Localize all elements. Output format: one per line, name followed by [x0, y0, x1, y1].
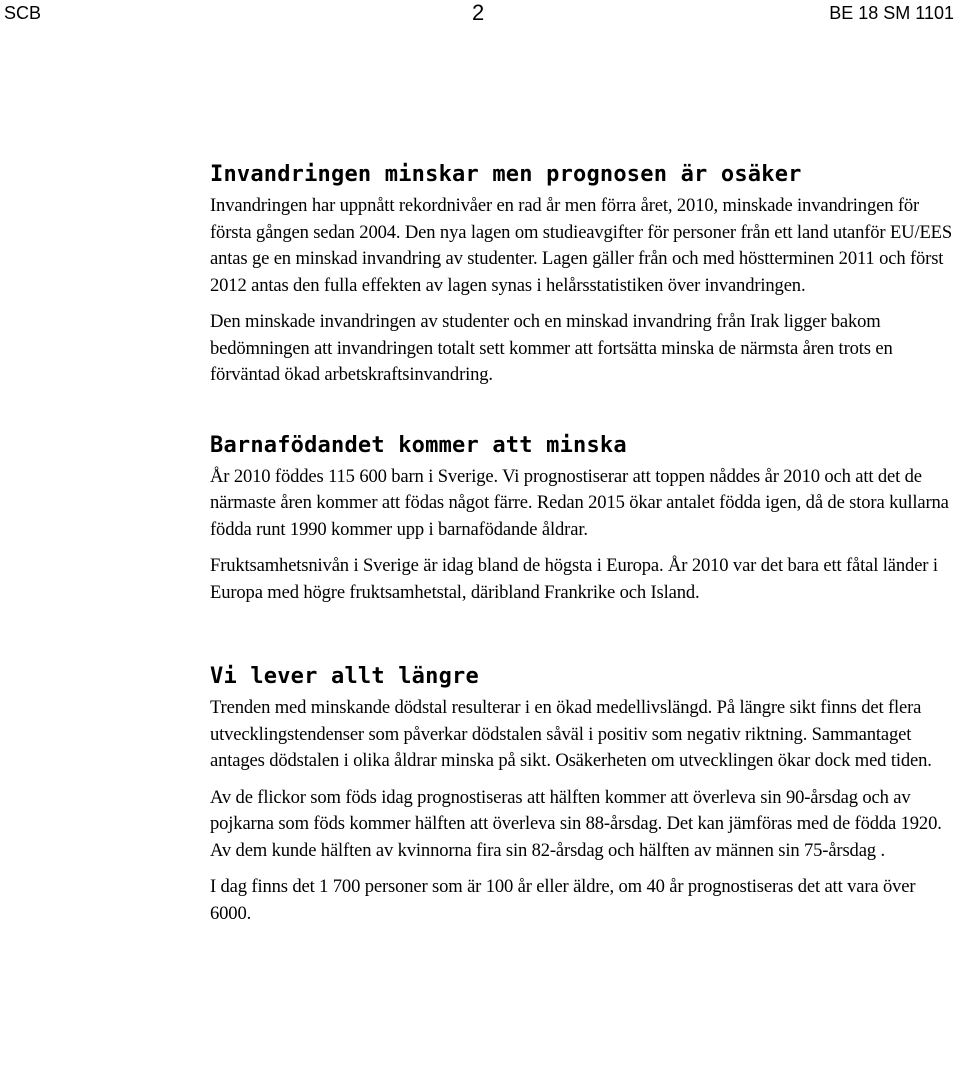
- paragraph: Den minskade invandringen av studenter och en minskad invandring från Irak ligger bakom bedömningen att invandringen totalt sett kommer att fortsätta minska de närmsta åren trots en förväntad ökad arbetskraftsinvandring.: [210, 311, 893, 385]
- section-invandring: [210, 160, 955, 389]
- paragraph: Fruktsamhetsnivån i Sverige är idag bland de högsta i Europa. År 2010 var det bara ett fåtal länder i Europa med högre fruktsamhetstal, däribland Frankrike och Island.: [210, 555, 938, 603]
- header-publisher: SCB: [4, 3, 42, 23]
- page-header: [0, 0, 960, 30]
- paragraph: Invandringen har uppnått rekordnivåer en rad år men förra året, 2010, minskade invandringen för första gången sedan 2004. Den nya lagen om studieavgifter för personer från ett land utanför EU/EES antas ge en minskad invandring av studenter. Lagen gäller från och med höstterminen 2011 och först 2012 antas den fulla effekten av lagen synas i helårsstatistiken över invandringen.: [210, 195, 953, 296]
- page-number: 2: [472, 0, 485, 25]
- section-livslangd: [210, 662, 955, 927]
- section-heading: Invandringen minskar men prognosen är osäker: [210, 162, 802, 187]
- header-document-code: BE 18 SM 1101: [829, 3, 954, 23]
- document-body: [210, 160, 955, 927]
- section-heading: Vi lever allt längre: [210, 664, 479, 689]
- paragraph: Trenden med minskande dödstal resulterar i en ökad medellivslängd. På längre sikt finns det flera utvecklingstendenser som påverkar dödstalen såväl i positiv som negativ riktning. Sammantaget antages dödstalen i olika åldrar minska på sikt. Osäkerheten om utvecklingen ökar dock med tiden.: [210, 697, 932, 771]
- section-barnafodande: [210, 431, 955, 607]
- paragraph: Av de flickor som föds idag prognostiseras att hälften kommer att överleva sin 90-årsdag och av pojkarna som föds kommer hälften att överleva sin 88-årsdag. Det kan jämföras med de födda 1920. Av dem kunde hälften av kvinnorna fira sin 82-årsdag och hälften av männen sin 75-årsdag .: [210, 786, 942, 861]
- paragraph: År 2010 föddes 115 600 barn i Sverige. Vi prognostiserar att toppen nåddes år 2010 och att det de närmaste åren kommer att födas något färre. Redan 2015 ökar antalet födda igen, då de stora kullarna födda runt 1990 kommer upp i barnafödande åldrar.: [210, 465, 949, 540]
- paragraph: I dag finns det 1 700 personer som är 100 år eller äldre, om 40 år prognostiseras det att vara över 6000.: [210, 876, 916, 924]
- section-heading: Barnafödandet kommer att minska: [210, 432, 627, 458]
